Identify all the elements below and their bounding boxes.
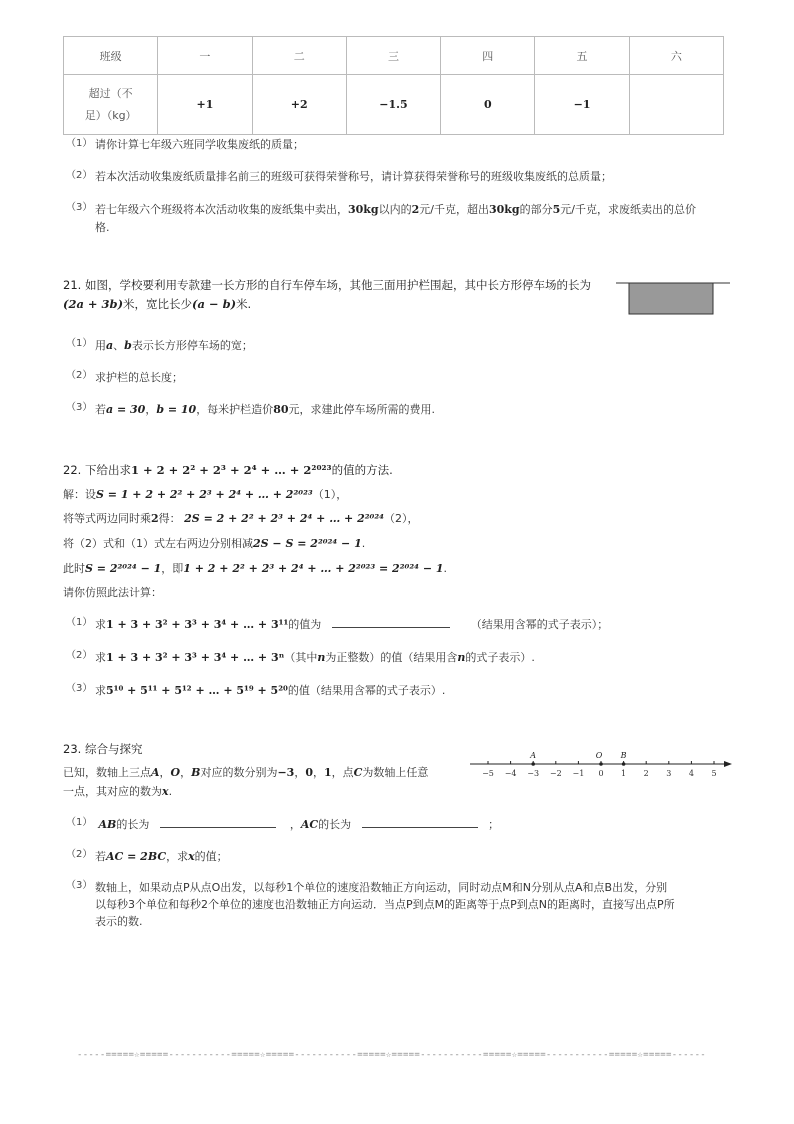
- q20-s3-text: 若七年级六个班级将本次活动收集的废纸集中卖出，30kg以内的2元/千克，超出30kg的部分5元/千克，求废纸卖出的总价 格.: [95, 203, 696, 234]
- q22-line4: 此时S = 2²⁰²⁴ − 1，即1 + 2 + 2² + 2³ + 2⁴ + … + 2²⁰²³ = 2²⁰²⁴ − 1.: [63, 562, 448, 575]
- number-line-tick-label: 3: [666, 769, 672, 778]
- q21-s2-number: （2）: [66, 370, 93, 381]
- class-score-table: [63, 36, 724, 135]
- number-line-tick-label: −2: [549, 769, 562, 778]
- q21-s3-number: （3）: [66, 402, 93, 413]
- q20-s2-number: （2）: [66, 170, 93, 181]
- point-marker-B: [622, 762, 626, 766]
- q23-ac-answer-blank[interactable]: [362, 816, 478, 828]
- q22-s2-text: 求1 + 3 + 3² + 3³ + 3⁴ + … + 3ⁿ（其中n为正整数）的值（结果用含n的式子表示）.: [95, 651, 535, 664]
- value-cell: +2: [252, 75, 346, 135]
- number-line-tick-label: 4: [688, 769, 694, 778]
- number-line-tick-label: 0: [598, 769, 604, 778]
- point-label-O: O: [595, 751, 603, 760]
- q21-s1-text: 用a、b表示长方形停车场的宽；: [95, 339, 253, 352]
- q23-s2-number: （2）: [66, 849, 93, 860]
- header-cell: 一: [158, 37, 252, 75]
- q22-line5: 请你仿照此法计算：: [63, 586, 162, 599]
- q22-s1-text: 求1 + 3 + 3² + 3³ + 3⁴ + … + 3¹¹的值为 （结果用含幂的式子表示）；: [95, 618, 609, 631]
- q23-s3-number: （3）: [66, 880, 93, 891]
- value-cell: +1: [158, 75, 252, 135]
- number-line-tick-label: −4: [504, 769, 517, 778]
- number-line-tick-label: 2: [643, 769, 649, 778]
- header-cell: 二: [252, 37, 346, 75]
- number-line: [466, 748, 736, 782]
- q21-s1-number: （1）: [66, 338, 93, 349]
- q23-s1-text: AB的长为 ，AC的长为 ；: [98, 818, 500, 831]
- point-marker-O: [599, 762, 603, 766]
- point-label-A: A: [530, 751, 537, 760]
- q21-s2-text: 求护栏的总长度；: [95, 371, 183, 384]
- q22-line2: 将等式两边同时乘2得： 2S = 2 + 2² + 2³ + 2⁴ + … + 2²⁰²⁴（2），: [63, 512, 419, 525]
- q23-s1-number: （1）: [66, 817, 93, 828]
- header-cell: 六: [629, 37, 723, 75]
- value-cell: [629, 75, 723, 135]
- number-line-tick-label: −5: [482, 769, 494, 778]
- q22-s2-number: （2）: [66, 650, 93, 661]
- q23-line1: 已知，数轴上三点A，O，B对应的数分别为−3，0，1，点C为数轴上任意: [63, 766, 429, 779]
- q23-s3-text: 数轴上，如果动点P从点O出发，以每秒1个单位的速度沿数轴正方向运动，同时动点M和N分别从点A和点B出发，分别 以每秒3个单位和每秒2个单位的速度也沿数轴正方向运动．当点P到点M的距离等于点P到点N的距离时，直接写出点P所 表示的数.: [95, 881, 675, 928]
- table-header-row: [64, 37, 724, 75]
- q23-line2: 一点，其对应的数为x.: [63, 785, 173, 798]
- value-cell: −1.5: [346, 75, 440, 135]
- q22-s3-number: （3）: [66, 683, 93, 694]
- header-cell: 四: [441, 37, 535, 75]
- q20-s1-number: （1）: [66, 138, 93, 149]
- q22-line1: 解：设S = 1 + 2 + 2² + 2³ + 2⁴ + … + 2²⁰²³（1），: [63, 488, 348, 501]
- value-cell: 0: [441, 75, 535, 135]
- q20-s3-number: （3）: [66, 202, 93, 213]
- parking-lot-figure: [616, 282, 730, 316]
- q22-line3: 将（2）式和（1）式左右两边分别相减2S − S = 2²⁰²⁴ − 1.: [63, 537, 366, 550]
- page-footer-divider: -----=====☆=====-----------=====☆=====-----------=====☆=====-----------=====☆=====-----------=====☆=====------: [77, 1050, 707, 1060]
- row-label-cell: [64, 75, 158, 135]
- q21-title: 21. 如图，学校要利用专款建一长方形的自行车停车场，其他三面用护栏围起，其中长方形停车场的长为 (2a + 3b)米，宽比长少(a − b)米.: [63, 278, 591, 311]
- q20-s1-text: 请你计算七年级六班同学收集废纸的质量；: [95, 138, 304, 151]
- q22-s1-answer-blank[interactable]: [332, 616, 450, 628]
- q22-s1-number: （1）: [66, 617, 93, 628]
- q22-s3-text: 求5¹⁰ + 5¹¹ + 5¹² + … + 5¹⁹ + 5²⁰的值（结果用含幂的式子表示）.: [95, 684, 446, 697]
- header-cell: 班级: [64, 37, 158, 75]
- row-label-line2: 足）（kg）: [84, 108, 137, 122]
- number-line-tick-label: −1: [572, 769, 585, 778]
- number-line-tick-label: −3: [527, 769, 540, 778]
- point-marker-A: [531, 762, 535, 766]
- q20-s2-text: 若本次活动收集废纸质量排名前三的班级可获得荣誉称号，请计算获得荣誉称号的班级收集废纸的总质量；: [95, 170, 612, 183]
- row-label-line1: 超过（不: [88, 86, 133, 100]
- point-label-B: B: [620, 751, 627, 760]
- number-line-tick-label: 1: [621, 769, 627, 778]
- number-line-tick-label: 5: [711, 769, 717, 778]
- table-value-row: [64, 75, 724, 135]
- q21-s3-text: 若a = 30，b = 10，每米护栏造价80元，求建此停车场所需的费用.: [95, 403, 435, 416]
- value-cell: −1: [535, 75, 629, 135]
- q23-title: 23. 综合与探究: [63, 742, 143, 756]
- number-line-arrow: [724, 761, 732, 767]
- q23-s2-text: 若AC = 2BC，求x的值；: [95, 850, 228, 863]
- number-line-figure: [466, 748, 736, 782]
- parking-lot-diagram: [616, 282, 730, 316]
- q23-ab-answer-blank[interactable]: [160, 816, 276, 828]
- header-cell: 五: [535, 37, 629, 75]
- header-cell: 三: [346, 37, 440, 75]
- q22-title: 22. 下给出求1 + 2 + 2² + 2³ + 2⁴ + … + 2²⁰²³的值的方法.: [63, 463, 393, 477]
